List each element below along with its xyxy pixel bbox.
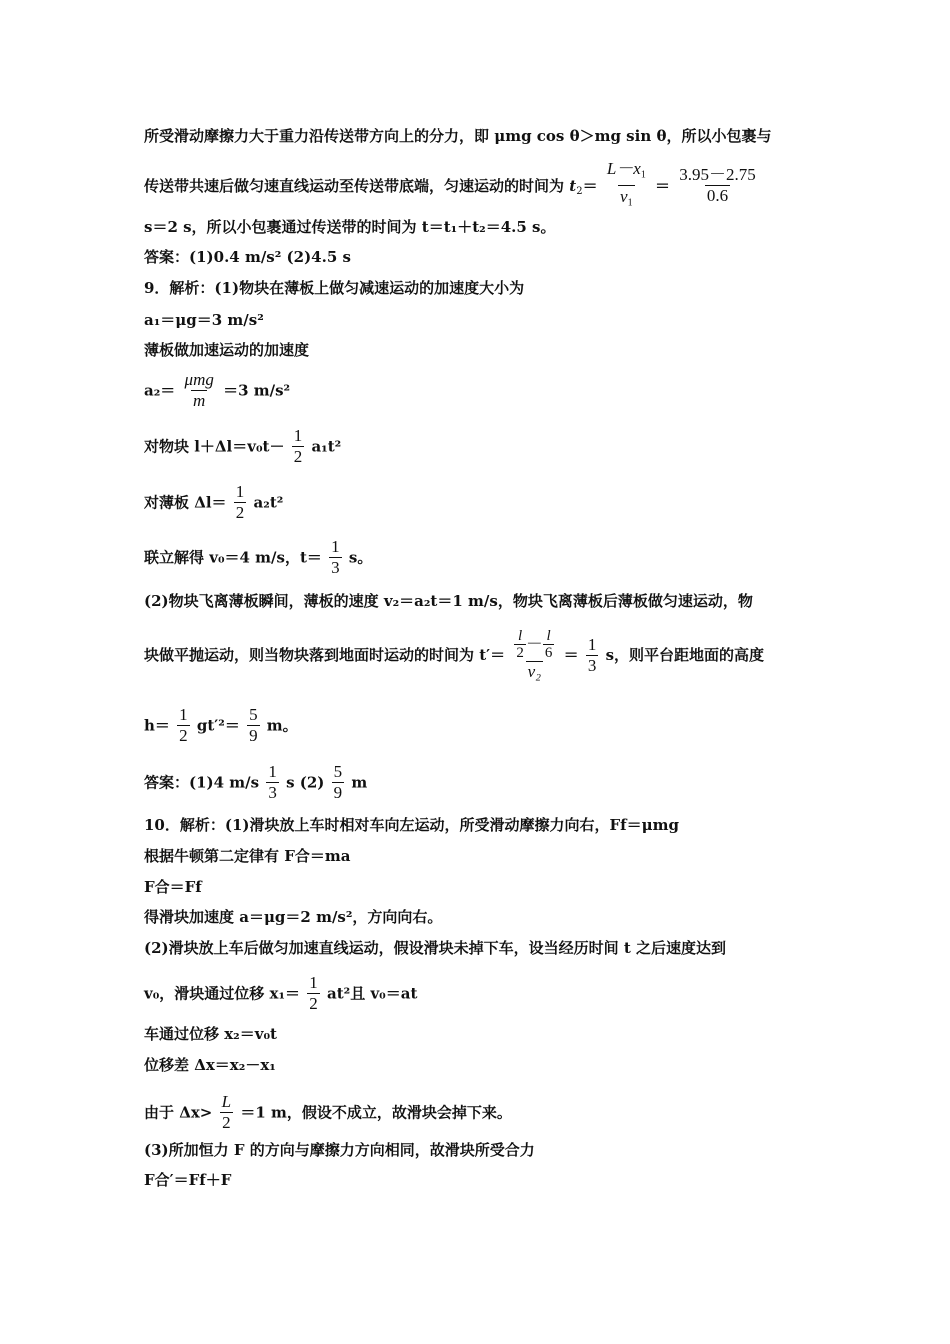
equation-line: v₀，滑块通过位移 x₁＝ $\frac{1}{2}$ at²且 v₀＝at bbox=[144, 973, 418, 1013]
fraction: $\frac{\text{μmg}}{m}$ bbox=[184, 370, 214, 410]
equation-line: a₁＝μg＝3 m/s² bbox=[144, 311, 264, 329]
equation-line: 根据牛顿第二定律有 F合＝ma bbox=[144, 847, 351, 865]
answer-line: 答案：(1)0.4 m/s² (2)4.5 s bbox=[144, 248, 351, 266]
equation-line: F合′＝Ff＋F bbox=[144, 1171, 232, 1189]
fraction: $\frac{3.95-2.75}{0.6}$ bbox=[679, 165, 756, 206]
equation-line: F合＝Ff bbox=[144, 878, 202, 896]
text-line: 薄板做加速运动的加速度 bbox=[144, 341, 310, 359]
question-heading: 10．解析：(1)滑块放上车时相对车向左运动，所受滑动摩擦力向右，Ff＝μmg bbox=[144, 816, 679, 834]
text-line-with-fraction: 块做平抛运动，则当物块落到地面时运动的时间为 t′＝ $\frac{l}{2}$ － $\frac{l}{6}$ v₂ ＝ $\frac{1}{3}$ s，则平台距地面的高度 bbox=[144, 628, 765, 681]
equation-line: 车通过位移 x₂＝v₀t bbox=[144, 1025, 277, 1043]
equation-line: 位移差 Δx＝x₂－x₁ bbox=[144, 1056, 276, 1074]
fraction: $\frac{L-x_1}{v_1}$ bbox=[605, 158, 648, 214]
fraction: $\frac{5}{9}$ bbox=[333, 762, 343, 802]
fraction: $\frac{1}{2}$ bbox=[179, 705, 188, 745]
answer-line: 答案：(1)4 m/s $\frac{1}{3}$ s (2) $\frac{5}{9}$ m bbox=[144, 762, 368, 802]
text-line: s＝2 s，所以小包裹通过传送带的时间为 t＝t₁＋t₂＝4.5 s。 bbox=[144, 218, 556, 236]
text-line: (2)滑块放上车后做匀加速直线运动，假设滑块未掉下车，设当经历时间 t 之后速度达到 bbox=[144, 939, 727, 957]
text-line: (2)物块飞离薄板瞬间，薄板的速度 v₂＝a₂t＝1 m/s，物块飞离薄板后薄板做匀速运动，物 bbox=[144, 592, 753, 610]
fraction: $\frac{1}{2}$ bbox=[293, 426, 303, 466]
equation-line: a₂＝ $\frac{\text{μmg}}{m}$ ＝3 m/s² bbox=[144, 370, 291, 410]
fraction: $\frac{1}{3}$ bbox=[587, 634, 597, 675]
fraction: $\frac{L}{2}$ bbox=[221, 1092, 232, 1132]
fraction: $\frac{5}{9}$ bbox=[249, 705, 258, 745]
equation-line: 对薄板 Δl＝ $\frac{1}{2}$ a₂t² bbox=[144, 482, 284, 522]
fraction: $\frac{1}{2}$ bbox=[235, 482, 245, 522]
text-line: 得滑块加速度 a＝μg＝2 m/s²，方向向右。 bbox=[144, 908, 443, 926]
text-line: (3)所加恒力 F 的方向与摩擦力方向相同，故滑块所受合力 bbox=[144, 1141, 535, 1159]
equation-line: h＝ $\frac{1}{2}$ gt′²＝ $\frac{5}{9}$ m。 bbox=[144, 705, 298, 745]
compound-fraction: $\frac{l}{2}$ － $\frac{l}{6}$ v₂ bbox=[516, 628, 553, 681]
equation-line: 对物块 l＋Δl＝v₀t－ $\frac{1}{2}$ a₁t² bbox=[144, 426, 342, 466]
text-line-with-fraction: 传送带共速后做匀速直线运动至传送带底端，匀速运动的时间为 $t_2=$ $\frac{L-x_1}{v_1}$ ＝ $\frac{3.95-2.75}{0.6}$ bbox=[144, 158, 810, 214]
fraction: $\frac{1}{3}$ bbox=[331, 537, 340, 577]
text-line: 所受滑动摩擦力大于重力沿传送带方向上的分力，即 μmg cos θ＞mg sin θ，所以小包裹与 bbox=[144, 127, 772, 145]
equation-line: 联立解得 v₀＝4 m/s，t＝ $\frac{1}{3}$ s。 bbox=[144, 537, 373, 577]
equation-line: 由于 Δx> $\frac{L}{2}$ ＝1 m，假设不成立，故滑块会掉下来。 bbox=[144, 1092, 512, 1132]
fraction: $\frac{1}{2}$ bbox=[309, 973, 318, 1013]
question-heading: 9．解析：(1)物块在薄板上做匀减速运动的加速度大小为 bbox=[144, 279, 525, 297]
fraction: $\frac{1}{3}$ bbox=[268, 762, 277, 802]
